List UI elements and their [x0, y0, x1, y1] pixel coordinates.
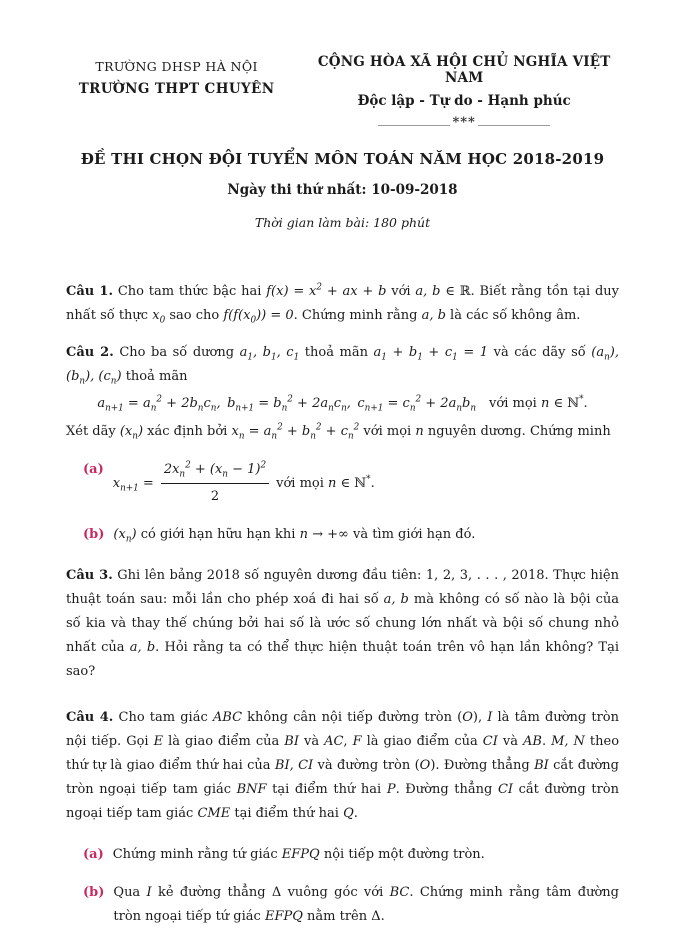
- question-4-item-b: [83, 881, 619, 929]
- question-2-item-b: [83, 523, 619, 547]
- question-4-label: Câu 4.: [66, 710, 114, 725]
- question-2-outro: Xét dãy $(x_n)$ xác định bởi $x_n = a_n^2 + b_n^2 + c_n^2$ với mọi n nguyên dương. Chứng minh: [66, 422, 611, 442]
- question-2-item-a: [83, 458, 619, 509]
- fraction-numerator: $2x_n^2 + (x_n - 1)^2$: [161, 458, 269, 484]
- question-3: [66, 564, 619, 684]
- question-1-text: Cho tam thức bậc hai $f(x) = x^2$ + ax + b với a, b ∈ ℝ. Biết rằng tồn tại duy nhất số thực $x_0$ sao cho $f(f(x_0)) = 0$. Chứng minh rằng a, b là các số không âm.: [66, 282, 620, 326]
- item-a-body: Chứng minh rằng tứ giác EFPQ nội tiếp một đường tròn.: [112, 847, 485, 862]
- national-motto-block: [309, 54, 619, 130]
- separator-line-right: [478, 114, 550, 126]
- question-1-label: Câu 1.: [66, 284, 113, 299]
- national-motto-line-1: CỘNG HÒA XÃ HỘI CHỦ NGHĨA VIỆT NAM: [317, 54, 611, 86]
- school-block: [66, 54, 287, 97]
- exam-duration: Thời gian làm bài: 180 phút: [254, 215, 431, 230]
- question-4: [66, 706, 619, 826]
- question-1: [66, 280, 619, 328]
- question-3-label: Câu 3.: [66, 568, 113, 583]
- item-a-label: (a): [83, 462, 104, 477]
- stars-separator: [309, 111, 619, 130]
- item-b-body: $(x_n)$ có giới hạn hữu hạn khi n → +∞ và tìm giới hạn đó.: [113, 527, 476, 545]
- separator-line-left: [378, 114, 450, 126]
- item-a-label: (a): [83, 847, 104, 862]
- question-4-item-a: [83, 843, 619, 867]
- fraction-denominator: 2: [210, 489, 220, 504]
- national-motto-line-2: Độc lập - Tự do - Hạnh phúc: [357, 93, 571, 109]
- fraction-prefix: $x_{n+1}$ =: [112, 475, 154, 494]
- document-header: [66, 54, 619, 130]
- question-3-text: Ghi lên bảng 2018 số nguyên dương đầu tiên: 1, 2, 3, . . . , 2018. Thực hiện thuật toán sau: mỗi lần cho phép xoá đi hai số a, b mà không có số nào là bội của số kia và thay thế chúng bởi hai số là ước số chung lớn nhất và bội số chung nhỏ nhất của a, b. Hỏi rằng ta có thể thực hiện thuật toán trên vô hạn lần không? Tại sao?: [66, 568, 619, 679]
- item-a-body: [113, 458, 375, 509]
- question-2-equation: $a_{n+1} = a_n^2 + 2b_nc_n$, $b_{n+1} = b_n^2 + 2a_nc_n$, $c_{n+1} = c_n^2 + 2a_nb_n$ với mọi n ∈ ℕ*.: [97, 394, 588, 414]
- question-2-intro-text: Cho ba số dương $a_1$, $b_1$, $c_1$ thoả mãn $a_1 + b_1 + c_1 = 1$ và các dãy số $(a_n)$, $(b_n)$, $(c_n)$ thoả mãn: [66, 345, 619, 387]
- item-b-label: (b): [83, 527, 105, 542]
- item-b-body: Qua I kẻ đường thẳng Δ vuông góc với BC. Chứng minh rằng tâm đường tròn ngoại tiếp tứ giác EFPQ nằm trên Δ.: [113, 885, 619, 924]
- question-2-label: Câu 2.: [66, 345, 114, 360]
- question-2-intro: [66, 341, 619, 389]
- fraction: [161, 458, 269, 509]
- separator-stars: ***: [452, 115, 476, 130]
- exam-title: ĐỀ THI CHỌN ĐỘI TUYỂN MÔN TOÁN NĂM HỌC 2018-2019: [80, 150, 605, 168]
- question-4-text: Cho tam giác ABC không cân nội tiếp đường tròn (O), I là tâm đường tròn nội tiếp. Gọi E là giao điểm của BI và AC, F là giao điểm của CI và AB. M, N theo thứ tự là giao điểm thứ hai của BI, CI và đường tròn (O). Đường thẳng BI cắt đường tròn ngoại tiếp tam giác BNF tại điểm thứ hai P. Đường thẳng CI cắt đường tròn ngoại tiếp tam giác CME tại điểm thứ hai Q.: [66, 710, 620, 821]
- exam-date: Ngày thi thứ nhất: 10-09-2018: [227, 182, 458, 198]
- item-b-label: (b): [83, 885, 105, 900]
- fraction-suffix: với mọi n ∈ ℕ*.: [276, 474, 375, 491]
- school-name-line-1: TRƯỜNG DHSP HÀ NỘI: [95, 59, 258, 74]
- school-name-line-2: TRƯỜNG THPT CHUYÊN: [78, 81, 275, 97]
